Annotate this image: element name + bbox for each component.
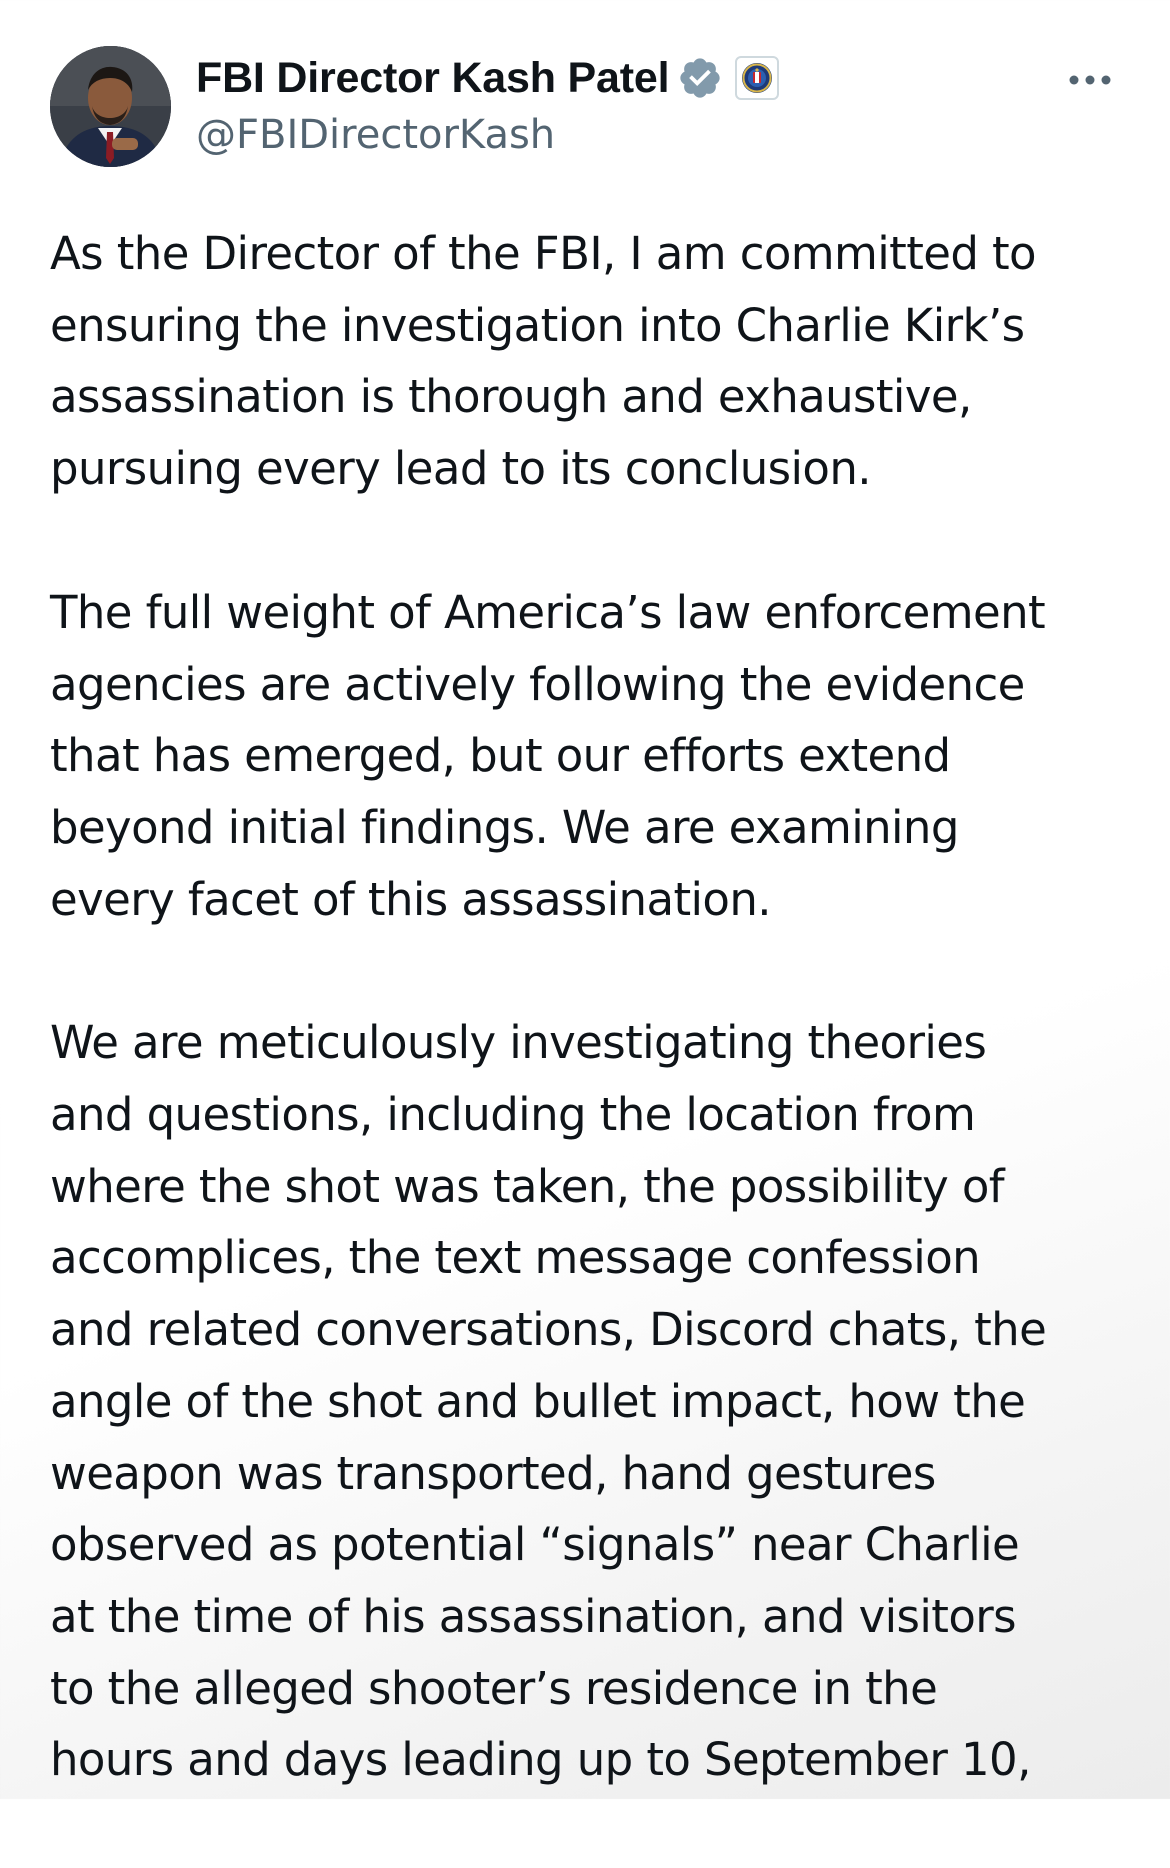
tweet-header xyxy=(50,46,1120,176)
text-line: agencies are actively following the evidence xyxy=(50,657,1025,711)
text-line: hours and days leading up to September 10, xyxy=(50,1733,1031,1787)
text-line: observed as potential “signals” near Charlie xyxy=(50,1518,1020,1572)
name-row xyxy=(196,48,779,108)
text-line: to the alleged shooter’s residence in the xyxy=(50,1661,938,1715)
profile-photo xyxy=(50,46,171,167)
text-line: accomplices, the text message confession xyxy=(50,1231,981,1285)
fbi-seal-icon[interactable] xyxy=(735,56,779,100)
text-line: beyond initial findings. We are examining xyxy=(50,800,959,854)
tweet-identity xyxy=(196,48,779,158)
text-line: and questions, including the location from xyxy=(50,1088,976,1142)
text-line: As the Director of the FBI, I am committed to xyxy=(50,227,1036,280)
tweet-paragraph xyxy=(50,1007,1130,1796)
avatar[interactable] xyxy=(50,46,171,167)
tweet-paragraph xyxy=(50,577,1130,936)
text-line: We are meticulously investigating theories xyxy=(50,1016,987,1070)
text-line: weapon was transported, hand gestures xyxy=(50,1446,936,1500)
text-line: The full weight of America’s law enforcement xyxy=(50,585,1046,639)
text-line: pursuing every lead to its conclusion. xyxy=(50,442,871,496)
tweet-text xyxy=(50,218,1130,1868)
more-horizontal-icon xyxy=(1066,73,1114,87)
verified-badge-icon[interactable] xyxy=(677,55,723,101)
more-options-button[interactable] xyxy=(1060,60,1120,100)
text-line: that has emerged, but our efforts extend xyxy=(50,729,951,783)
text-line: assassination is thorough and exhaustive, xyxy=(50,370,972,424)
display-name[interactable]: FBI Director Kash Patel xyxy=(196,53,670,102)
text-line: where the shot was taken, the possibility of xyxy=(50,1159,1004,1213)
text-line: ensuring the investigation into Charlie Kirk’s xyxy=(50,298,1025,352)
text-line: angle of the shot and bullet impact, how the xyxy=(50,1374,1026,1428)
tweet-paragraph xyxy=(50,218,1130,505)
text-line: every facet of this assassination. xyxy=(50,872,771,926)
text-line: and related conversations, Discord chats, the xyxy=(50,1303,1047,1357)
text-line: at the time of his assassination, and visitors xyxy=(50,1589,1017,1643)
handle[interactable]: @FBIDirectorKash xyxy=(196,112,556,158)
